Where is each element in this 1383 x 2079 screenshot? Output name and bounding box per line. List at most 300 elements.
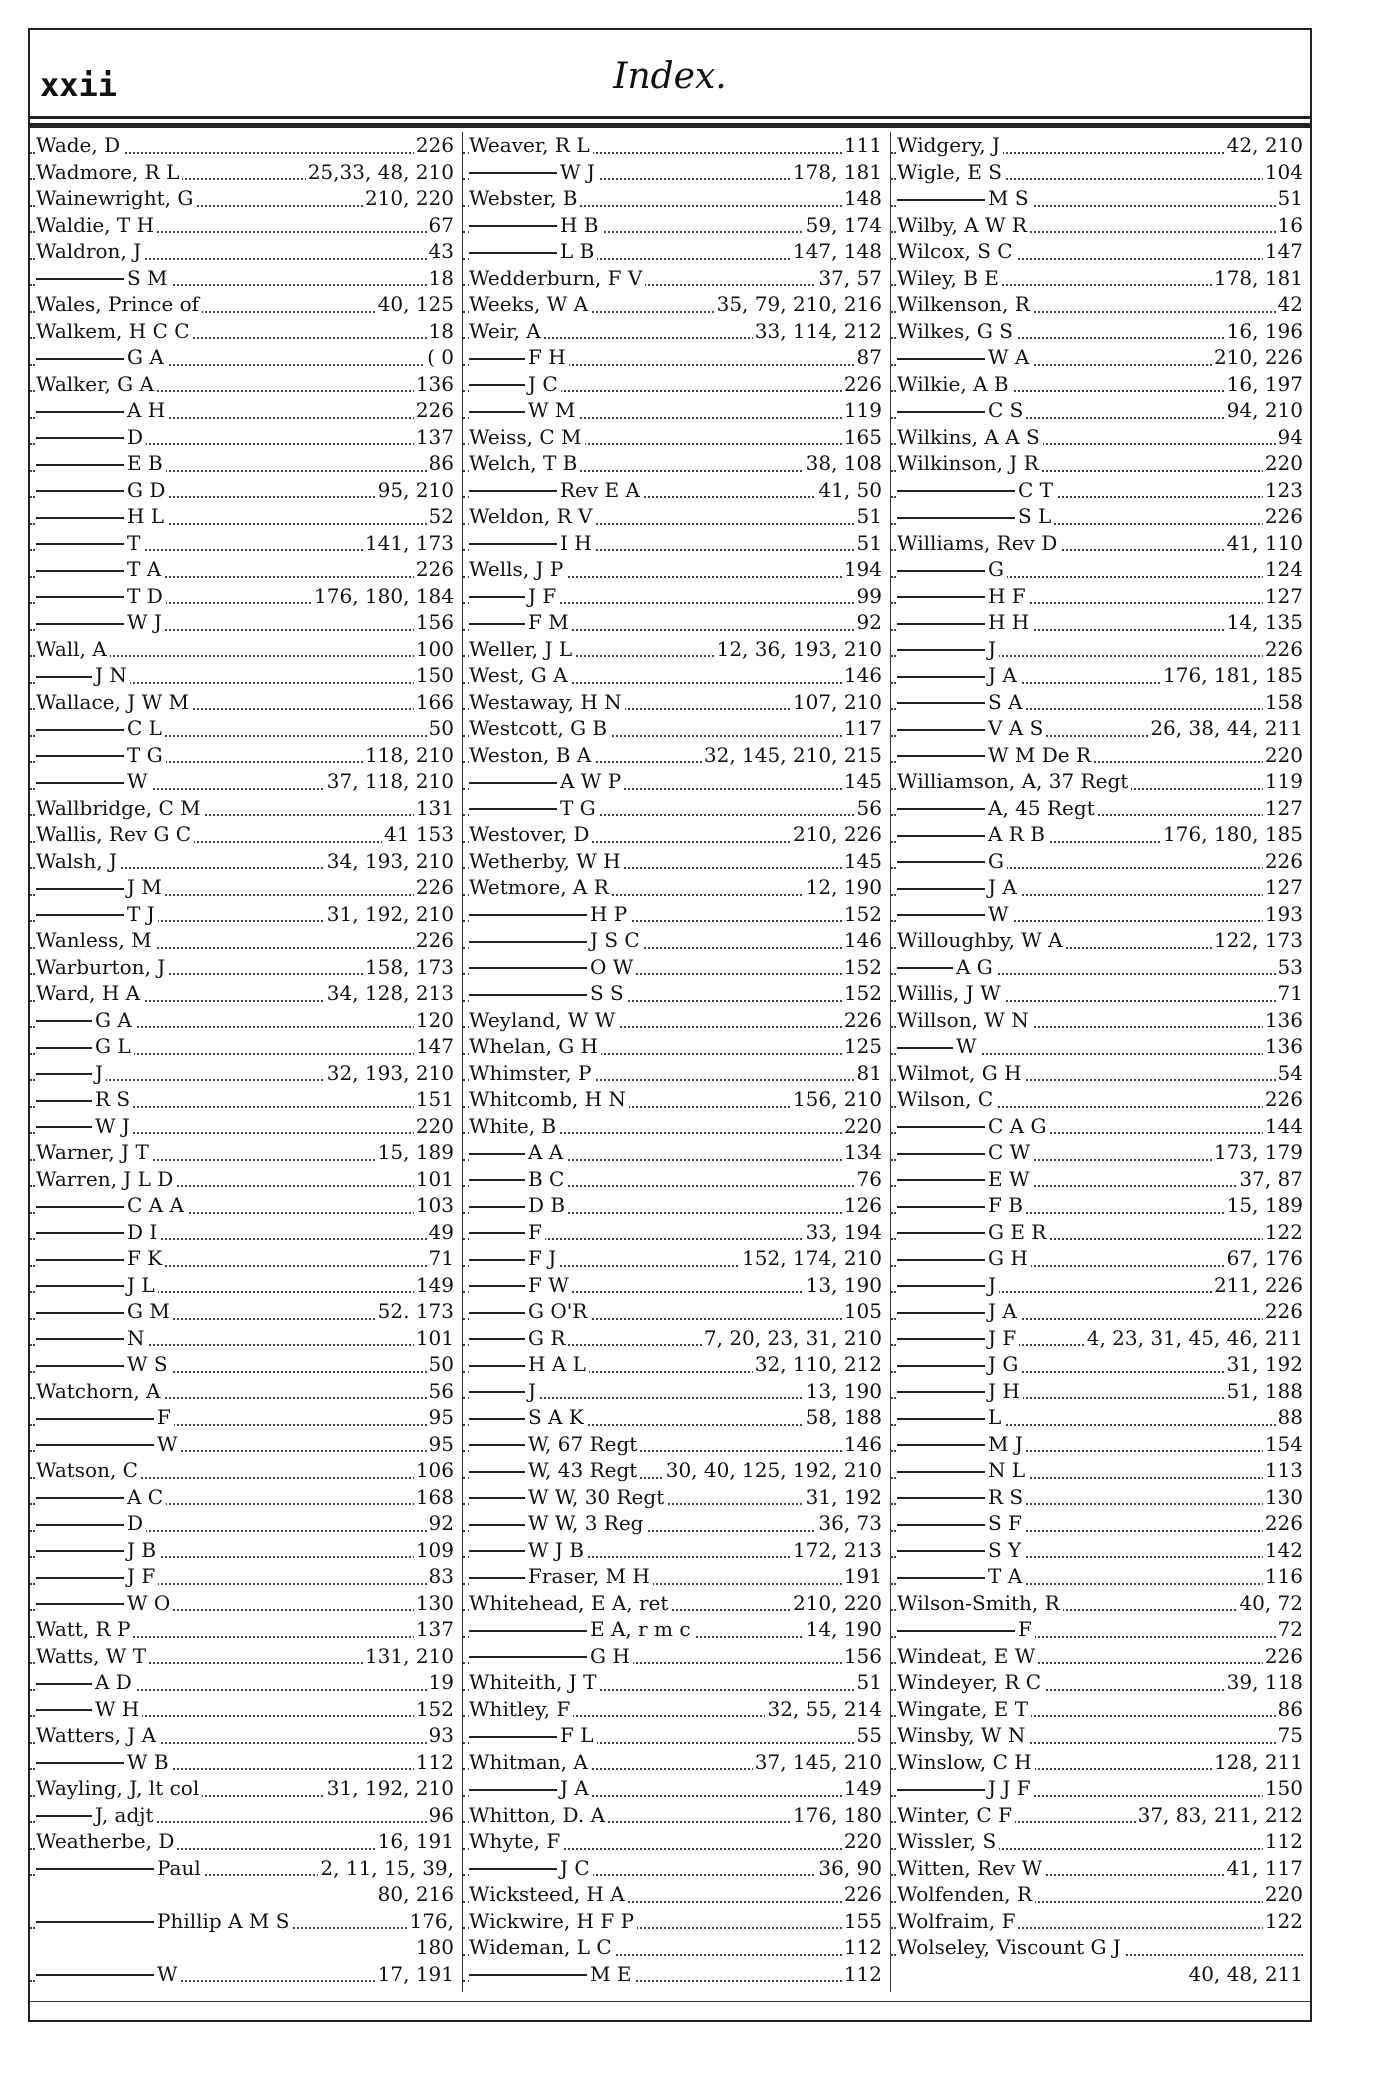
entry-name: H L	[127, 504, 165, 528]
index-entry	[30, 689, 460, 716]
entry-pages: 176, 181, 185	[1163, 663, 1303, 687]
entry-name-wrap	[36, 1723, 159, 1747]
entry-name: Wilkes, G S	[897, 318, 1013, 343]
entry-name-wrap	[897, 928, 1066, 952]
ditto-dash	[897, 1153, 985, 1155]
entry-name-wrap	[469, 292, 591, 316]
entry-name-wrap	[36, 875, 165, 899]
entry-name: Warren, J L D	[36, 1166, 174, 1191]
index-entry	[463, 1457, 888, 1484]
index-entry	[891, 662, 1309, 689]
entry-name-wrap	[469, 1379, 539, 1403]
entry-pages: 12, 36, 193, 210	[716, 636, 882, 661]
entry-name-wrap	[469, 1856, 593, 1880]
entry-pages: 25,33, 48, 210	[307, 159, 454, 184]
index-entry	[30, 397, 460, 424]
index-entry	[30, 1060, 460, 1087]
entry-name-wrap	[36, 1856, 204, 1880]
entry-pages: 131	[415, 795, 454, 820]
entry-name-wrap	[469, 1511, 646, 1535]
index-entry	[463, 1669, 888, 1696]
entry-pages: 152	[415, 1696, 454, 1721]
ditto-dash	[36, 676, 92, 678]
entry-name: Wells, J P	[469, 557, 564, 581]
entry-pages: 136	[1264, 1007, 1303, 1032]
entry-pages: 117	[843, 716, 882, 740]
index-entry	[30, 318, 460, 345]
entry-name-wrap	[469, 1882, 628, 1906]
entry-name: J F	[127, 1564, 156, 1588]
index-entry	[463, 450, 888, 477]
entry-name-wrap	[897, 319, 1016, 343]
entry-pages: 36, 90	[818, 1855, 882, 1880]
ditto-dash	[897, 1206, 985, 1208]
entry-pages: 87	[856, 345, 882, 369]
index-entry	[463, 1881, 888, 1908]
entry-pages: 226	[1264, 1087, 1303, 1111]
entry-name-wrap	[897, 769, 1131, 793]
index-entry	[463, 1325, 888, 1352]
entry-name-wrap	[36, 663, 130, 687]
index-entry	[463, 1245, 888, 1272]
entry-name-wrap	[469, 186, 580, 210]
ditto-dash	[36, 596, 124, 598]
entry-name: Watson, C	[36, 1458, 138, 1482]
entry-name-wrap	[897, 981, 1004, 1005]
entry-pages: 123	[1264, 477, 1303, 502]
entry-name-wrap	[36, 1352, 171, 1376]
index-entry	[891, 874, 1309, 901]
entry-name: W S	[127, 1352, 168, 1376]
entry-name: Wallis, Rev G C	[36, 822, 192, 846]
entry-name: S S	[590, 981, 624, 1005]
index-entry	[891, 1245, 1309, 1272]
ditto-dash	[897, 1577, 985, 1579]
ditto-dash	[36, 570, 124, 572]
entry-pages: 210, 220	[364, 186, 454, 210]
index-entry	[30, 1696, 460, 1723]
entry-name-wrap	[897, 425, 1043, 449]
entry-name-wrap	[469, 955, 636, 979]
index-entry	[463, 1855, 888, 1882]
ditto-dash	[36, 914, 124, 916]
entry-name-wrap	[469, 1405, 587, 1429]
index-entry	[30, 1616, 460, 1643]
entry-pages: 99	[856, 583, 882, 608]
entry-pages: 154	[1264, 1431, 1303, 1456]
entry-name-wrap	[469, 1352, 589, 1376]
entry-name-wrap	[897, 849, 1007, 873]
entry-name-wrap	[897, 796, 1098, 820]
entry-name: Williams, Rev D	[897, 530, 1058, 555]
index-entry	[891, 318, 1309, 345]
entry-pages: 226	[415, 398, 454, 422]
index-entry	[891, 1086, 1309, 1113]
entry-name-wrap	[36, 319, 193, 343]
entry-pages: 220	[843, 1113, 882, 1138]
index-entry	[891, 1828, 1309, 1855]
entry-name-wrap	[36, 478, 168, 502]
index-entry	[30, 477, 460, 504]
entry-name-wrap	[36, 690, 192, 714]
entry-name: J J F	[988, 1776, 1031, 1800]
entry-pages: 36, 73	[818, 1511, 882, 1535]
entry-name-wrap	[897, 1776, 1034, 1800]
entry-name: Westcott, G B	[469, 716, 608, 740]
ditto-dash	[36, 1550, 124, 1552]
index-entry	[463, 212, 888, 239]
entry-pages: 2, 11, 15, 39,	[320, 1855, 454, 1880]
index-entry	[30, 874, 460, 901]
entry-name-wrap	[469, 1326, 568, 1350]
ditto-dash	[36, 1709, 92, 1711]
entry-name: G A	[127, 345, 164, 369]
entry-pages: 176,	[409, 1908, 454, 1933]
entry-pages: 41, 110	[1226, 530, 1303, 555]
entry-pages: 40, 125	[377, 292, 454, 316]
ditto-dash	[36, 1444, 154, 1446]
entry-name-wrap	[897, 1750, 1035, 1774]
entry-name-wrap	[469, 849, 624, 873]
ditto-dash	[469, 172, 557, 174]
index-entry	[891, 450, 1309, 477]
entry-name-wrap	[469, 1246, 559, 1270]
entry-pages: 147	[415, 1034, 454, 1058]
entry-pages: 156	[415, 610, 454, 634]
ditto-dash	[469, 994, 587, 996]
entry-name: Weaver, R L	[469, 133, 590, 157]
entry-name-wrap	[36, 504, 167, 528]
entry-pages: 226	[843, 1007, 882, 1032]
index-entry	[30, 1908, 460, 1935]
index-entry	[891, 795, 1309, 822]
entry-pages: 226	[1264, 1643, 1303, 1668]
index-entry	[463, 1908, 888, 1935]
entry-pages: 101	[415, 1166, 454, 1191]
entry-name-wrap	[469, 610, 572, 634]
entry-pages: 226	[1264, 1299, 1303, 1323]
entry-name-wrap	[897, 1352, 1021, 1376]
entry-name-wrap	[897, 1564, 1025, 1588]
index-entry	[30, 1722, 460, 1749]
index-entry	[891, 583, 1309, 610]
entry-name-wrap	[897, 1723, 1028, 1747]
ditto-dash	[36, 1921, 154, 1923]
entry-pages: 15, 189	[1226, 1193, 1303, 1217]
entry-name: W M De R	[988, 742, 1092, 767]
index-entry	[463, 1192, 888, 1219]
entry-pages: 220	[1264, 742, 1303, 767]
index-entry	[891, 238, 1309, 265]
index-entry	[30, 132, 460, 159]
index-entry	[891, 1219, 1309, 1246]
entry-pages: ( 0	[427, 345, 454, 369]
index-entry	[891, 397, 1309, 424]
entry-name-wrap	[897, 1220, 1049, 1244]
index-entry	[463, 901, 888, 928]
entry-pages: 148	[843, 186, 882, 210]
entry-name: F B	[988, 1193, 1023, 1217]
index-entry	[463, 1113, 888, 1140]
index-entry	[463, 1537, 888, 1564]
index-entry	[463, 1643, 888, 1670]
entry-name: Wilkenson, R	[897, 292, 1030, 316]
entry-name-wrap	[469, 1538, 587, 1562]
index-entry	[891, 1351, 1309, 1378]
entry-pages: 26, 38, 44, 211	[1150, 716, 1303, 740]
entry-pages: 119	[1264, 769, 1303, 793]
ditto-dash	[897, 1497, 985, 1499]
index-entry	[463, 715, 888, 742]
entry-name: I H	[560, 530, 592, 555]
index-entry	[891, 212, 1309, 239]
entry-name: W W, 30 Regt	[528, 1484, 665, 1509]
entry-name: Wilkie, A B	[897, 371, 1009, 396]
index-entry	[30, 530, 460, 557]
entry-name: Winter, C F	[897, 1802, 1012, 1827]
entry-pages: 53	[1277, 954, 1303, 979]
entry-name: Wiley, B E	[897, 265, 999, 290]
entry-pages: 122, 173	[1213, 928, 1303, 952]
entry-name: T A	[988, 1564, 1023, 1588]
entry-name: Whitman, A	[469, 1749, 588, 1774]
ditto-dash	[469, 1312, 525, 1314]
entry-pages: 128, 211	[1213, 1749, 1303, 1774]
entry-pages: 122	[1264, 1219, 1303, 1244]
ditto-dash	[897, 570, 985, 572]
entry-name-wrap	[469, 1935, 615, 1959]
entry-name: Widgery, J	[897, 133, 1000, 157]
entry-name: J, adjt	[95, 1802, 154, 1827]
entry-pages: 86	[428, 451, 454, 475]
entry-name-wrap	[469, 1776, 592, 1800]
ditto-dash	[897, 888, 985, 890]
entry-pages: 113	[1264, 1458, 1303, 1482]
ditto-dash	[897, 199, 985, 201]
entry-name: T A	[127, 557, 162, 581]
index-entry	[463, 1272, 888, 1299]
entry-name: J A	[988, 663, 1017, 687]
entry-pages: 92	[428, 1511, 454, 1535]
entry-name: C A G	[988, 1113, 1047, 1138]
ditto-dash	[897, 967, 953, 969]
entry-name: G E R	[988, 1219, 1047, 1244]
ditto-dash	[36, 729, 124, 731]
entry-name: W J	[127, 610, 162, 634]
entry-name: Waldie, T H	[36, 212, 155, 237]
entry-name-wrap	[897, 1909, 1018, 1933]
entry-name-wrap	[36, 1432, 181, 1456]
ditto-dash	[36, 755, 124, 757]
entry-pages: 51	[1277, 186, 1303, 210]
entry-pages: 150	[1264, 1776, 1303, 1800]
entry-pages: 142	[1264, 1537, 1303, 1562]
entry-pages: 31, 192	[1226, 1352, 1303, 1376]
entry-name: J A	[988, 1299, 1017, 1323]
index-entry	[891, 132, 1309, 159]
entry-name: E B	[127, 451, 163, 475]
index-entry	[891, 980, 1309, 1007]
index-entry	[463, 1563, 888, 1590]
entry-pages: 145	[843, 848, 882, 873]
ditto-dash	[36, 1338, 124, 1340]
entry-name-wrap	[469, 1273, 572, 1297]
entry-name: D	[127, 424, 144, 449]
entry-name: Wilkins, A A S	[897, 424, 1040, 449]
entry-name: Westover, D	[469, 822, 590, 846]
entry-name: Wilmot, G H	[897, 1060, 1022, 1085]
entry-pages: 34, 128, 213	[326, 981, 454, 1005]
entry-name: W A	[988, 345, 1030, 369]
ditto-dash	[469, 1550, 525, 1552]
entry-pages: 35, 79, 210, 216	[716, 292, 882, 316]
entry-name-wrap	[36, 796, 204, 820]
entry-name-wrap	[469, 451, 580, 475]
index-entry	[891, 1139, 1309, 1166]
entry-name: F K	[127, 1246, 163, 1270]
index-entry	[891, 609, 1309, 636]
index-entry	[891, 1696, 1309, 1723]
entry-pages: 95	[428, 1405, 454, 1429]
index-entry	[463, 238, 888, 265]
entry-name: O W	[590, 954, 634, 979]
ditto-dash	[897, 1630, 1015, 1632]
ditto-dash	[469, 808, 557, 810]
entry-name: V A S	[988, 716, 1044, 740]
entry-name: Whitcomb, H N	[469, 1087, 626, 1111]
ditto-dash	[897, 1444, 985, 1446]
index-entry	[891, 1590, 1309, 1617]
entry-name-wrap	[36, 133, 123, 157]
entry-name-wrap	[897, 160, 1005, 184]
entry-pages: 122	[1264, 1908, 1303, 1933]
entry-name-wrap	[469, 1140, 566, 1164]
entry-name: G H	[590, 1643, 630, 1668]
entry-pages: 168	[415, 1484, 454, 1509]
index-entry	[891, 768, 1309, 795]
entry-pages: 134	[843, 1140, 882, 1164]
ditto-dash	[897, 358, 985, 360]
entry-name-wrap	[469, 1458, 640, 1482]
entry-name: W	[157, 1961, 178, 1986]
index-entry	[30, 795, 460, 822]
entry-name: Willis, J W	[897, 981, 1001, 1005]
entry-pages: 109	[415, 1537, 454, 1562]
ditto-dash	[36, 1073, 92, 1075]
entry-name-wrap	[897, 716, 1046, 740]
entry-name-wrap	[469, 1670, 599, 1694]
entry-name: Wetherby, W H	[469, 848, 621, 873]
index-entry	[891, 742, 1309, 769]
entry-pages: 176, 180	[792, 1802, 882, 1827]
entry-pages: 54	[1277, 1060, 1303, 1085]
entry-name-wrap	[469, 1909, 637, 1933]
entry-pages: 40, 72	[1239, 1590, 1303, 1615]
ditto-dash	[897, 1471, 985, 1473]
entry-name: Watt, R P	[36, 1617, 131, 1641]
entry-name: E W	[988, 1166, 1030, 1191]
entry-name-wrap	[36, 531, 143, 555]
entry-name-wrap	[897, 822, 1048, 846]
entry-name: J	[95, 1060, 104, 1085]
ditto-dash	[36, 1312, 124, 1314]
index-page	[28, 28, 1312, 2022]
entry-name: S A	[988, 689, 1023, 714]
index-entry	[30, 159, 460, 186]
entry-name: T J	[127, 901, 155, 926]
entry-name: West, G A	[469, 663, 568, 687]
entry-pages: 149	[415, 1272, 454, 1297]
index-entry	[463, 1828, 888, 1855]
entry-name: C A A	[127, 1193, 184, 1217]
entry-pages: 152	[843, 981, 882, 1005]
index-entry	[30, 450, 460, 477]
ditto-dash	[897, 1259, 985, 1261]
index-entry	[463, 344, 888, 371]
ditto-dash	[36, 782, 124, 784]
index-entry	[30, 609, 460, 636]
index-entry	[463, 1775, 888, 1802]
entry-name: Whitton, D. A	[469, 1802, 606, 1827]
entry-name: J G	[988, 1352, 1019, 1376]
entry-name: B C	[528, 1166, 565, 1191]
entry-pages: 126	[843, 1193, 882, 1217]
entry-name: Wetmore, A R	[469, 875, 609, 899]
entry-name: Whitehead, E A, ret	[469, 1590, 669, 1615]
entry-name-wrap	[469, 398, 578, 422]
entry-pages: 32, 145, 210, 215	[703, 742, 882, 767]
entry-pages: 72	[1277, 1617, 1303, 1641]
entry-name: Wilcox, S C	[897, 239, 1013, 263]
entry-name-wrap	[897, 1273, 999, 1297]
entry-name-wrap	[469, 478, 643, 502]
index-entry	[30, 1166, 460, 1193]
entry-pages: 33, 194	[805, 1219, 882, 1244]
entry-name-wrap	[36, 1909, 292, 1933]
entry-pages: 95	[428, 1431, 454, 1456]
index-entry	[891, 1060, 1309, 1087]
entry-name-wrap	[897, 1405, 1004, 1429]
ditto-dash	[36, 437, 124, 439]
entry-name-wrap	[36, 902, 158, 926]
entry-name-wrap	[36, 1273, 158, 1297]
index-entry	[30, 1643, 460, 1670]
entry-pages: 172, 213	[792, 1537, 882, 1562]
entry-name-wrap	[469, 822, 592, 846]
entry-pages: 152	[843, 901, 882, 926]
entry-name: W B	[127, 1749, 169, 1774]
index-entry	[30, 1855, 460, 1882]
entry-pages: 41, 50	[818, 477, 882, 502]
entry-name-wrap	[36, 1379, 164, 1403]
index-entry	[30, 1404, 460, 1431]
index-entry	[30, 662, 460, 689]
entry-pages: 210, 226	[792, 822, 882, 846]
entry-name: N	[127, 1325, 145, 1350]
entry-name-wrap	[897, 1644, 1038, 1668]
index-entry	[891, 1272, 1309, 1299]
index-entry	[30, 636, 460, 663]
index-entry	[30, 1934, 460, 1961]
index-entry	[463, 424, 888, 451]
entry-name-wrap	[897, 1008, 1032, 1032]
index-entry	[30, 1669, 460, 1696]
entry-pages: 59, 174	[805, 212, 882, 237]
entry-name: C S	[988, 398, 1024, 422]
entry-pages: 49	[428, 1219, 454, 1244]
entry-name: J N	[95, 663, 127, 687]
entry-pages: 220	[1264, 451, 1303, 475]
